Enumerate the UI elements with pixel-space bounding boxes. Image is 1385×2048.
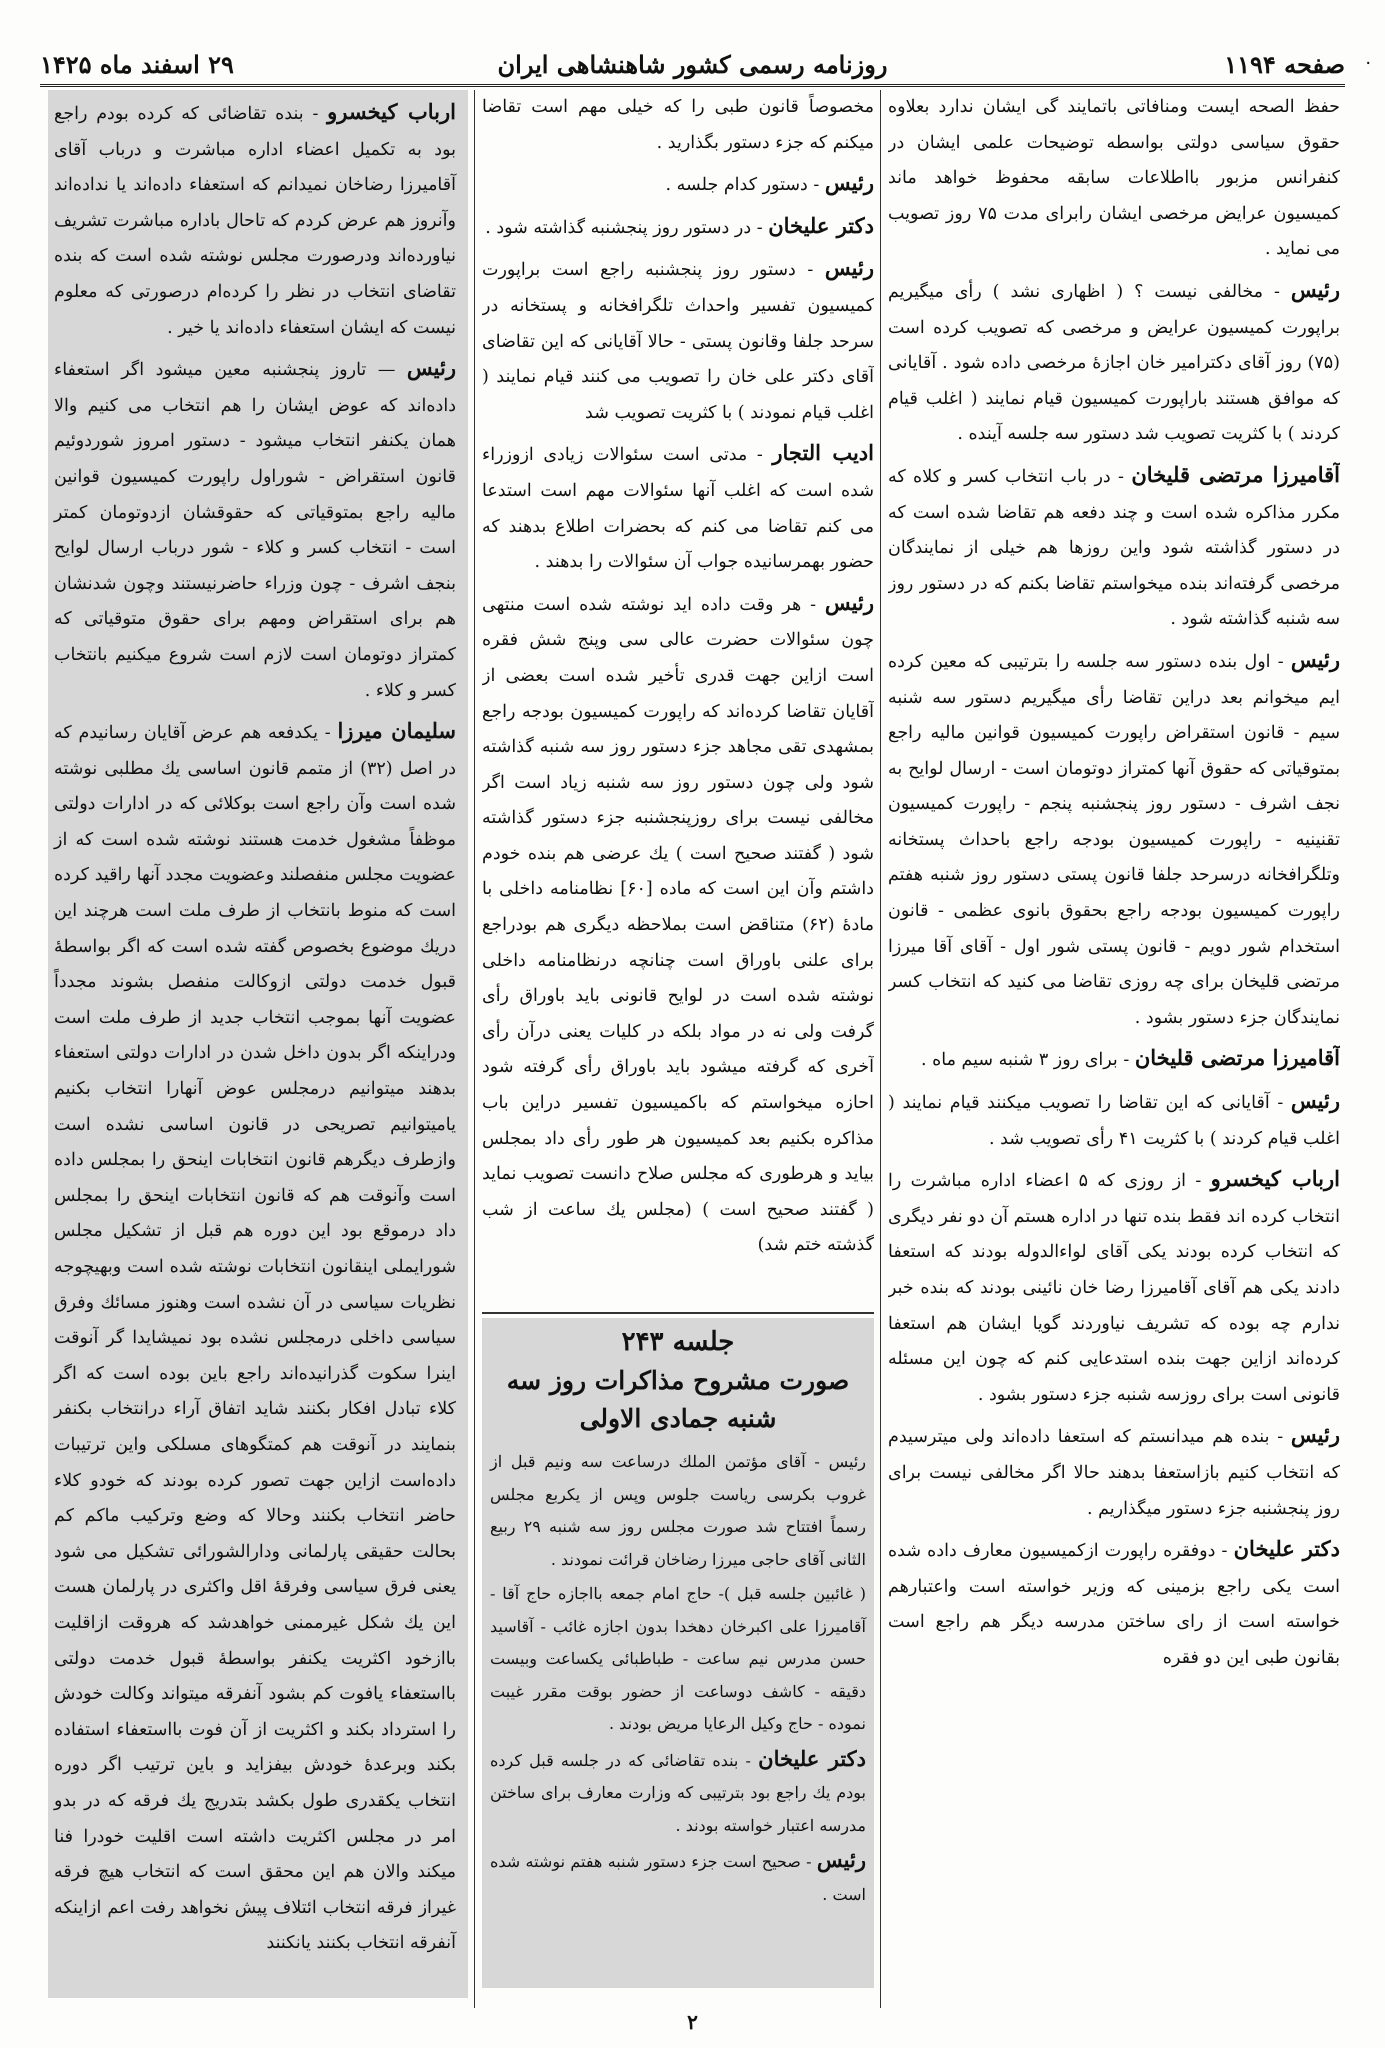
paragraph-text: - مدتی است سئوالات زیادی ازوزراء شده است که اغلب آنها سئوالات مهم است استدعا می کنم تقاضا می کنم که بحضرات اطلاع بدهند که حضور بهمرسانیده جواب آن سئوالات را بدهند . [482, 445, 874, 573]
paragraph [490, 1844, 866, 1911]
paragraph [888, 272, 1340, 453]
paragraph-text: - برای روز ۳ شنبه سیم ماه . [920, 1050, 1130, 1071]
paragraph-text: - هر وقت داده اید نوشته شده است منتهی چون سئوالات حضرت عالی سی وپنج شش فقره است ازاین جهت قدری تأخیر شده است بعضی از آقایان تقاضا کرده‌اند که راپورت کمیسیون بودجه راجع بمشهدی تقی مجاهد جزء دستور روز سه شنبه گذاشته شود ولی چون دستور روز سه شنبه زیاد است اگر مخالفی نیست برای روزپنجشنبه جزء دستور گذاشته شود ( گفتند صحیح است ) یك عرضی هم بنده خودم داشتم وآن این است که ماده [۶۰] نظامنامه داخلی با مادهٔ (۶۲) متناقض است بملاحظه دیگری هم بودراجع برای علنی باوراق است چنانچه درنظامنامه داخلی نوشته شده است در لوایح قانونی باید باوراق رأی گرفت ولی نه در مواد بلکه در کلیات یعنی درآن رأی آخری که گرفته میشود باید باوراق رأی گرفته شود احازه میخواستم که باکمیسیون تفسیر دراین باب مذاکره بکنیم بعد کمیسیون هر طور رأی داد بمجلس بیاید و هرطوری که مجلس صلاح دانست تصویب نماید ( گفتند صحیح است ) (مجلس یك ساعت از شب گذشته ختم شد) [482, 594, 874, 1256]
speaker-name: دکتر علیخان [768, 212, 874, 238]
paragraph [482, 165, 874, 204]
left-column [48, 90, 468, 1998]
paragraph-text: - بنده هم میدانستم که استعفا داده‌اند ولی میترسیدم که انتخاب کنیم بازاستعفا بدهند حالا اگر مخالفی نیست برای روز پنجشنبه جزء دستور میگذاریم . [888, 1427, 1340, 1519]
middle-column [482, 90, 874, 1310]
issue-date: ۲۹ اسفند ماه ۱۴۲۵ [40, 49, 234, 79]
paragraph [54, 350, 456, 709]
paragraph [490, 1743, 866, 1843]
paragraph [888, 1161, 1340, 1413]
page-label: صفحه ۱۱۹۴ [1224, 49, 1345, 79]
right-column [888, 90, 1340, 2018]
session-top-rule [482, 1312, 874, 1314]
session-title: صورت مشروح مذاکرات روز سه شنبه جمادی الاولی [506, 1366, 850, 1433]
speaker-name: رئیس [1290, 1088, 1340, 1114]
speaker-name: دکتر علیخان [1233, 1536, 1340, 1562]
paragraph [54, 713, 456, 1962]
paragraph-text: حفظ الصحه ایست ومنافاتی باتمایند گی ایشان ندارد بعلاوه حقوق سیاسی دولتی بواسطه توضیحات علمی ایشان در کنفرانس مزبور بااطلاعات سابقه محفوظ خواهد ماند کمیسیون عرایض مرخصی ایشان رابرای مدت ۷۵ روز تصویب می نماید . [888, 97, 1340, 260]
speaker-name: ارباب کیخسرو [1210, 1166, 1340, 1192]
paragraph-text: - بنده تقاضائی که در جلسه قبل کرده بودم یك راجع بود بترتیبی که وزارت معارف برای ساختن مدرسه اعتبار خواسته بودند . [490, 1750, 866, 1835]
speaker-name: ادیب التجار [772, 440, 874, 466]
page-number: ۲ [687, 2010, 698, 2034]
speaker-name: دکتر علیخان [758, 1745, 867, 1771]
paragraph [888, 1083, 1340, 1157]
paragraph [482, 250, 874, 431]
speaker-name: رئیس [406, 355, 456, 381]
paragraph-text: - صحیح است جزء دستور شنبه هفتم نوشته شده است . [490, 1852, 866, 1904]
paragraph-text: - یکدفعه هم عرض آقایان رسانیدم که در اصل (۳۲) از متمم قانون اساسی یك مطلبی نوشته شده است وآن راجع است بوکلائی که در ادارات دولتی موظفاً مشغول خدمت هستند نوشته شده است که از عضویت مجلس منفصلند وعضویت مجدد آنها راقید کرده است که منوط بانتخاب از طرف ملت است هرچند این دریك موضوع بخصوص گفته شده است که اگر بواسطهٔ قبول خدمت دولتی ازوکالت منفصل بشوند مجدداً عضویت آنها بموجب انتخاب جدید از طرف ملت است ودراینکه اگر بدون داخل شدن در ادارات دولتی استعفاء بدهند میتوانیم درمجلس عوض آنهارا انتخاب بکنیم یامیتوانیم تصریحی در قانون اساسی نشده است وازطرف دیگرهم قانون انتخابات اینحق را بمجلس داده است وآنوقت هم که قانون انتخابات اینحق را بمجلس داد درموقع بود این دوره هم قبل از تشکیل مجلس شورایملی اینقانون انتخابات نوشته شده است وبهیچوجه نظریات سیاسی در آن نشده است وهنوز مسائك وفرق سیاسی داخلی درمجلس نشده بود نمیشایدا گر آنوقت اینرا سکوت گذرانیده‌اند راجع باین بوده است که اگر کلاء تبادل افکار بکنند شاید اتفاق آراء درانتخاب بکنفر بنمایند در آنوقت هم کمتگوهای مسلکی واین ترتیبات داده‌است ازاین جهت تصور کرده بودند که خودو کلاء حاضر انتخاب بکنند وحالا که وضع وترکیب ماکم کم بحالت حقیقی پارلمانی ودارالشورائی تشکیل می شود یعنی فرق سیاسی وفرقهٔ اقل واکثری در پارلمان هست این یك شکل غیرممنی خواهدشد که هروقت ازاقلیت باازخود اکثریت یکنفر بواسطهٔ قبول خدمت دولتی بااستعفاء یافوت کم بشود آنفرقه میتواند وکالت خودش را استرداد بکند و اکثریت از آن فوت بااستعفاء استفاده بکند وبرعدهٔ خودش بیفزاید و باین ترتیب اگر دوره انتخاب یکقدری طول بکشد بتدریج یك فرقه که در بدو امر در مجلس اکثریت داشته است اقلیت خودرا فنا میکند والان هم این محقق است که انتخاب هیچ فرقه غیراز فرقه انتخاب ائتلاف پیش نخواهد رفت اعم ازاینکه آنفرقه انتخاب بکنند یانکنند [54, 723, 457, 1954]
paragraph-text: - دوفقره راپورت ازکمیسیون معارف داده شده است یکی راجع بزمینی که وزیر خواسته است واعتبارهم خواسته است از رای ساختن مدرسه دیگر هم راجع است بقانون طبی این دو فقره [888, 1541, 1340, 1668]
speaker-name: رئیس [824, 170, 874, 196]
paragraph [490, 1578, 866, 1741]
paragraph [888, 1040, 1340, 1079]
speaker-name: رئیس [824, 589, 874, 615]
paragraph-text: مخصوصاً قانون طبی را که خیلی مهم است تقاضا میکنم که جزء دستور بگذارید . [482, 97, 874, 153]
paragraph-text: - دستور کدام جلسه . [665, 175, 820, 196]
speaker-name: رئیس [1290, 646, 1340, 672]
speaker-name: رئیس [1290, 1422, 1340, 1448]
paragraph [888, 1417, 1340, 1527]
paragraph-text: - از روزی که ۵ اعضاء اداره مباشرت را انتخاب کرده اند فقط بنده تنها در اداره هستم آن دو نفر دیگری که انتخاب کرده بودند یکی آقای لواءالدوله بودند که استعفا دادند یکی هم آقای آقامیرزا رضا خان نائینی بودند که بنده خبر ندارم چه بوده که تشریف نیاوردند گویا ایشان هم استعفا کرده‌اند ازاین جهت بنده استدعایی کنم که چون این مسئله قانونی است برای روزسه شنبه جزء دستور بشود . [888, 1171, 1340, 1405]
speaker-name: سلیمان میرزا [337, 718, 456, 744]
paragraph-text: - در دستور روز پنجشنبه گذاشته شود . [485, 217, 763, 238]
paragraph-text: - در باب انتخاب کسر و کلاه که مکرر مذاکره شده است و چند دفعه هم تقاضا شده است که در دستور گذاشته شود واین روزها هم خیلی از نمایندگان مرخصی گرفته‌اند بنده میخواستم تقاضا بکنم که در دستور روز سه شنبه گذاشته شود . [888, 466, 1340, 630]
paragraph-text: - اول بنده دستور سه جلسه را بترتیبی که معین کرده ایم میخوانم بعد دراین تقاضا رأی میگیریم دستور سه شنبه سیم - قانون استقراض راپورت کمیسیون قوانین مالیه راجع بمتوقیاتی که حقوق آنها کمتراز دوتومان است - ارسال لوایح به نجف اشرف - دستور روز پنجشنبه پنجم - راپورت کمیسیون تقنینیه - راپورت کمیسیون بودجه راجع باحداث پستخانه وتلگرافخانه درسرحد جلفا قانون پستی دستور روز شنبه هفتم راپورت کمیسیون بودجه راجع بحقوق بانوی عظمی - قانون استخدام شور دویم - قانون پستی شور اول - آقای آقا میرزا مرتضی قلیخان برای چه روزی تقاضا می کنید که انتخاب کسر نمایندگان جزء دستور بشود . [888, 651, 1340, 1028]
paragraph [54, 94, 456, 346]
session-report [482, 1318, 874, 1988]
session-body [490, 1446, 866, 1911]
margin-mark: ۰ [1363, 52, 1373, 73]
paragraph [888, 1531, 1340, 1676]
header-rule [40, 84, 1345, 87]
paragraph-text: رئیس - آقای مؤتمن الملك درساعت سه ونیم قبل از غروب بکرسی ریاست جلوس وپس از یکربع مجلس رسماً افتتاح شد صورت مجلس روز سه شنبه ۲۹ ربیع الثانی آقای حاجی میرزا رضاخان قرائت نمودند . [490, 1452, 867, 1569]
paragraph [482, 585, 874, 1264]
paragraph-text: — تاروز پنجشنبه معین میشود اگر استعفاء داده‌اند که عوض ایشان را هم انتخاب می کنیم والا همان یکنفر انتخاب میشود - دستور امروز شوردوئیم قانون استقراض - شوراول راپورت کمیسیون قوانین مالیه راجع بمتوقیاتی که حقوقشان ازدوتومان کمتر است - انتخاب کسر و کلاء - شور درباب ارسال لوایح بنجف اشرف - چون وزراء حاضرنیستند وچون شدنشان هم برای استقراض ومهم برای حقوق متوقیاتی که کمتراز دوتومان است لازم است شروع میکنیم بانتخاب کسر و کلاء . [54, 360, 456, 701]
column-divider-left [474, 90, 475, 2008]
paragraph [888, 90, 1340, 268]
paragraph [482, 435, 874, 580]
paragraph-text: ( غائبین جلسه قبل )- حاج امام جمعه بااجازه حاج آقا - آقامیرزا علی اکبرخان دهخدا بدون اجازه غائب - آقاسید حسن مدرس نیم ساعت - طباطبائی یکساعت وبیست دقیقه - کاشف دوساعت از حضور بوقت مقرر غیبت نموده - حاج وکیل الرعایا مریض بودند . [490, 1584, 866, 1733]
paragraph [482, 208, 874, 247]
paragraph [888, 457, 1340, 638]
page-header [40, 44, 1345, 84]
paragraph-text: - آقایانی که این تقاضا را تصویب میکنند قیام نمایند ( اغلب قیام کردند ) با کثریت ۴۱ رأی تصویب شد . [888, 1093, 1340, 1149]
speaker-name: رئیس [816, 1847, 866, 1872]
paragraph-text: - مخالفی نیست ؟ ( اظهاری نشد ) رأی میگیریم براپورت کمیسیون عرایض و مرخصی که تصویب کرده است (۷۵) روز آقای دکترامیر خان اجازهٔ مرخصی داده شود . آقایانی که موافق هستند باراپورت کمیسیون قیام نمایند ( اغلب قیام کردند ) با کثریت تصویب شد دستور سه جلسه آینده . [888, 281, 1340, 445]
column-divider-right [880, 90, 881, 2008]
paragraph-text: - بنده تقاضائی که کرده بودم راجع بود به تکمیل اعضاء اداره مباشرت و درباب آقای آقامیرزا رضاخان نمیدانم که استعفاء داده‌اند یا نداده‌اند وآنروز هم عرض کردم که تاحال باداره مباشرت تشریف نیاورده‌اند ودرصورت مجلس نوشته شده است که بنده تقاضای انتخاب در نظر را کرده‌ام درصورتی که معلوم نیست که ایشان استعفاء داده‌اند یا خیر . [54, 104, 456, 338]
paragraph [888, 642, 1340, 1037]
speaker-name: رئیس [1290, 276, 1340, 302]
speaker-name: آقامیرزا مرتضی قلیخان [1134, 1045, 1340, 1071]
speaker-name: رئیس [824, 255, 874, 281]
speaker-name: آقامیرزا مرتضی قلیخان [1131, 461, 1340, 487]
paragraph [482, 90, 874, 161]
newspaper-title: روزنامه رسمی کشور شاهنشاهی ایران [497, 49, 888, 79]
speaker-name: ارباب کیخسرو [327, 99, 456, 124]
paragraph [490, 1446, 866, 1576]
paragraph-text: - دستور روز پنجشنبه راجع است براپورت کمیسیون تفسیر واحداث تلگرافخانه و پستخانه در سرحد جلفا وقانون پستی - حالا آقایانی که این تقاضای آقای دکتر علی خان را تصویب می کنند قیام نمایند ( اغلب قیام نمودند ) با کثریت تصویب شد [482, 260, 874, 423]
session-number: جلسه ۲۴۳ [621, 1327, 735, 1357]
